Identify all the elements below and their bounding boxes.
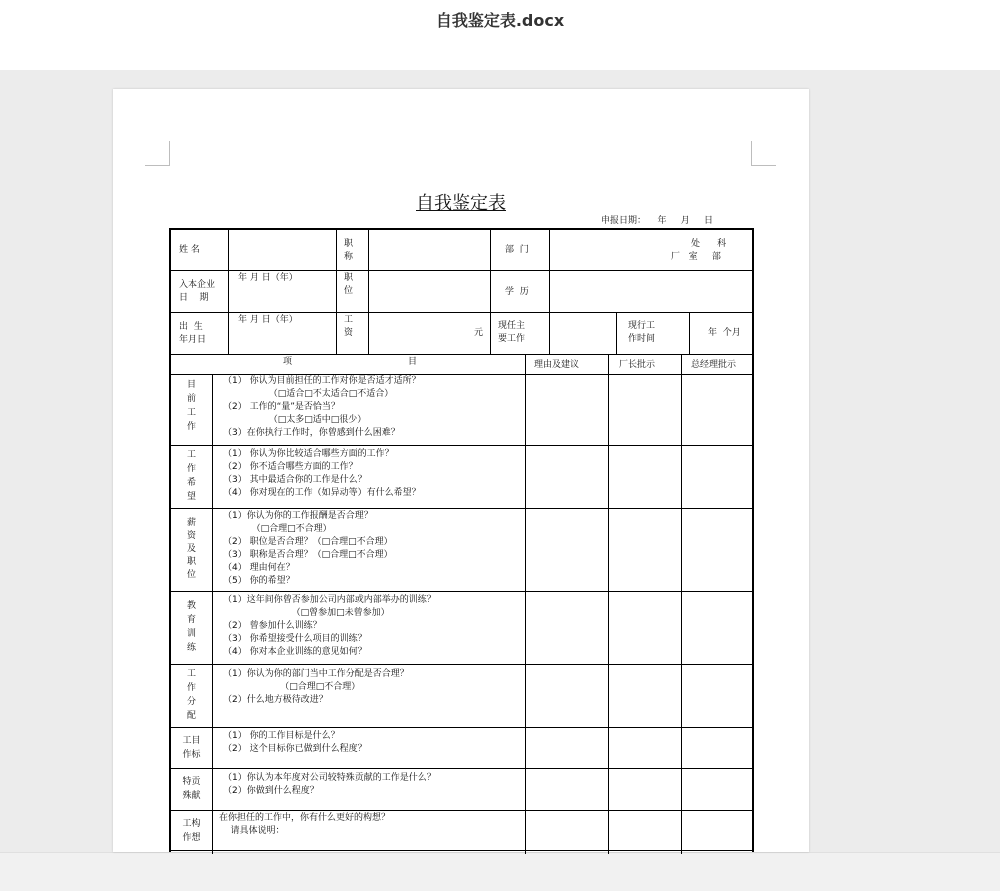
evaluation-table [169, 228, 754, 852]
item-header-2: 目 [408, 357, 418, 367]
question-line: （2） 这个目标你已做到什么程度？ [223, 744, 367, 754]
table-rule [681, 354, 682, 854]
title-rank-label: 职 称 [344, 239, 354, 262]
question-line: （4） 你对现在的工作（如异动等）有什么希望？ [223, 488, 421, 498]
education-label: 学 历 [505, 287, 529, 297]
factory-director-header: 厂长批示 [619, 360, 656, 370]
table-rule [549, 230, 550, 354]
department-value-line-1: 处 科 [691, 239, 727, 249]
table-rule [171, 508, 754, 509]
question-line: 请具体说明： [219, 826, 285, 836]
question-line: （3） 你希望接受什么项目的训练？ [223, 634, 367, 644]
department-value-line-2: 厂 室 部 [671, 252, 721, 262]
question-line: （2） 曾参加什么训练？ [223, 621, 322, 631]
reason-header: 理由及建议 [534, 360, 580, 370]
question-line: （1） 你认为你比较适合哪些方面的工作？ [223, 449, 394, 459]
margin-corner-mark [751, 141, 776, 166]
question-line: （1）你认为你的工作报酬是否合理？ [223, 511, 373, 521]
table-rule [171, 591, 754, 592]
section-title-current-work: 目 前 工 作 [186, 380, 196, 432]
table-rule [171, 727, 754, 728]
question-line: （3） 职称是否合理？（□合理□不合理） [223, 550, 393, 560]
job-time-label: 现行工 作时间 [628, 321, 656, 344]
post-label: 职 位 [344, 273, 354, 296]
join-date-label: 入本企业 日 期 [179, 280, 216, 303]
question-line: 在你担任的工作中，你有什么更好的构想？ [219, 813, 391, 823]
question-line: （4） 你对本企业训练的意见如何？ [223, 647, 367, 657]
question-line: （1） 你认为目前担任的工作对你是否适才适所？ [223, 376, 421, 386]
table-rule [368, 230, 369, 354]
general-manager-header: 总经理批示 [691, 360, 737, 370]
section-title-work-ideas: 工构 作想 [182, 819, 201, 843]
question-line: （2）你做到什么程度？ [223, 786, 319, 796]
question-line: （2） 职位是否合理？（□合理□不合理） [223, 537, 393, 547]
question-line: （2）什么地方极待改进？ [223, 695, 328, 705]
table-rule [608, 354, 609, 854]
table-rule [212, 374, 213, 854]
salary-unit: 元 [474, 328, 484, 338]
question-line: （1） 你的工作目标是什么？ [223, 731, 340, 741]
item-header: 项 [283, 357, 293, 367]
question-line: （1）这年间你曾否参加公司内部或内部举办的训练？ [223, 595, 436, 605]
table-rule [171, 810, 754, 811]
section-title-training: 教 育 训 练 [186, 601, 196, 653]
question-line: （□太多□适中□很少） [223, 415, 367, 425]
question-line: （3） 其中最适合你的工作是什么？ [223, 475, 367, 485]
question-line: （1）你认为本年度对公司较特殊贡献的工作是什么？ [223, 773, 436, 783]
table-rule [171, 850, 754, 851]
question-line: （1）你认为你的部门当中工作分配是否合理？ [223, 669, 409, 679]
table-rule [171, 312, 754, 313]
table-rule [525, 354, 526, 854]
table-rule [336, 230, 337, 354]
section-title-work-allocation: 工 作 分 配 [186, 669, 196, 721]
table-rule [616, 312, 617, 354]
section-title-work-goals: 工目 作标 [182, 736, 201, 760]
question-line: （□曾参加□未曾参加） [223, 608, 390, 618]
fill-date: 申报日期： 年 月 日 [601, 216, 714, 226]
main-job-label: 现任主 要工作 [498, 321, 526, 344]
table-rule [171, 664, 754, 665]
name-label: 姓 名 [179, 245, 200, 255]
viewer-footer-bar [0, 852, 1000, 891]
table-rule [228, 230, 229, 354]
table-rule [171, 354, 754, 355]
table-rule [171, 270, 754, 271]
job-time-value: 年 个月 [708, 328, 741, 338]
document-page [113, 89, 809, 852]
salary-label: 工 资 [344, 315, 354, 338]
question-line: （2） 你不适合哪些方面的工作？ [223, 462, 358, 472]
question-line: （4） 理由何在？ [223, 563, 295, 573]
table-rule [171, 445, 754, 446]
section-title-special-contribution: 特贡 殊献 [182, 777, 201, 801]
question-line: （3）在你执行工作时，你曾感到什么困难？ [223, 428, 400, 438]
table-rule [171, 768, 754, 769]
section-title-salary-position: 薪 资 及 职 位 [186, 518, 196, 580]
department-label: 部 门 [505, 245, 529, 255]
document-filename: 自我鉴定表.docx [435, 11, 565, 30]
birth-date-value: 年 月 日（年） [238, 315, 298, 325]
table-rule [689, 312, 690, 354]
title-bar [0, 0, 1000, 70]
question-line: （5） 你的希望？ [223, 576, 295, 586]
table-rule [490, 230, 491, 354]
form-title: 自我鉴定表 [416, 193, 506, 214]
question-line: （□合理□不合理） [223, 524, 332, 534]
section-title-work-hopes: 工 作 希 望 [186, 450, 196, 502]
margin-corner-mark [145, 141, 170, 166]
question-line: （2） 工作的“量”是否恰当？ [223, 402, 340, 412]
question-line: （□合理□不合理） [223, 682, 361, 692]
join-date-value: 年 月 日（年） [238, 273, 298, 283]
birth-date-label: 出 生 年月日 [179, 322, 207, 345]
question-line: （□适合□不太适合□不适合） [223, 389, 394, 399]
